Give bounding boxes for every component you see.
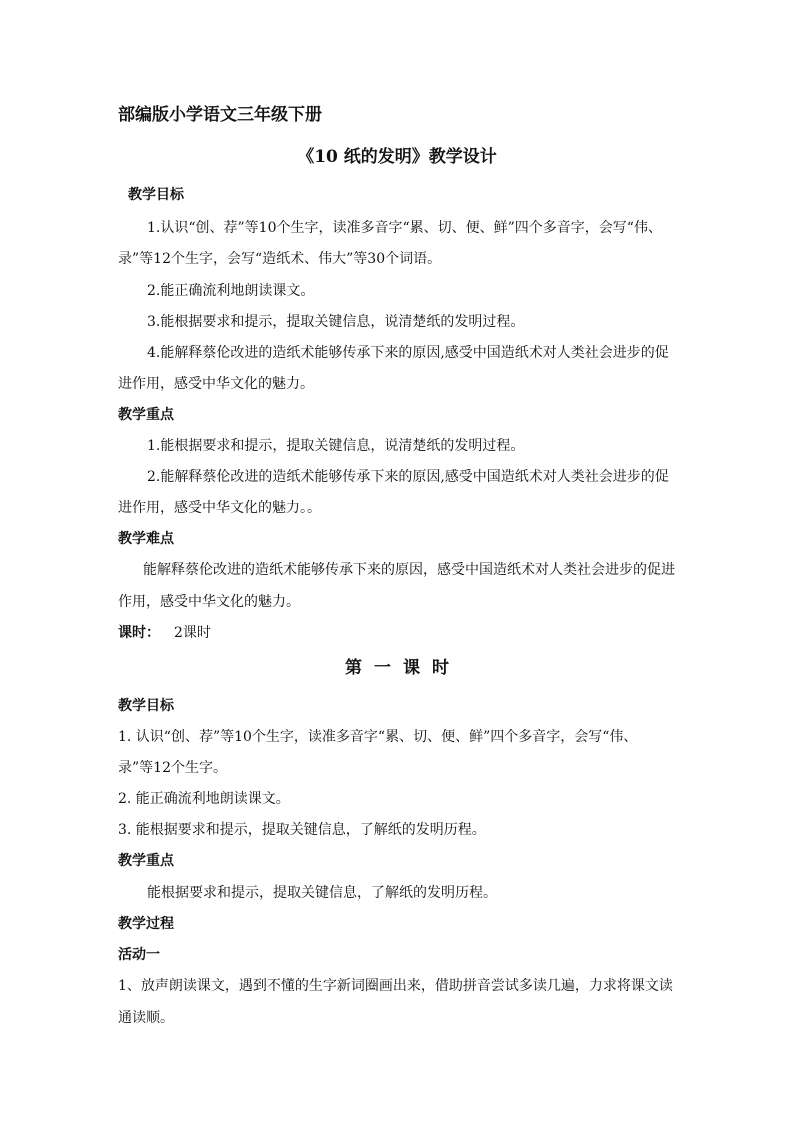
goal-line: 1.认识“创、荐”等10个生字，读准多音字“累、切、便、鲜”四个多音字，会写“伟、 bbox=[147, 220, 662, 236]
lesson1-key-line: 能根据要求和提示，提取关键信息，了解纸的发明历程。 bbox=[147, 885, 497, 901]
activity-line: 通读顺。 bbox=[118, 1010, 174, 1026]
difficulty-line: 作用，感受中华文化的魅力。 bbox=[118, 594, 300, 610]
difficulty-line: 能解释蔡伦改进的造纸术能够传承下来的原因，感受中国造纸术对人类社会进步的促进 bbox=[143, 562, 675, 578]
goal-line: 2.能正确流利地朗读课文。 bbox=[147, 283, 315, 299]
lesson1-goal-line: 录”等12个生字。 bbox=[118, 760, 227, 776]
goals-heading: 教学目标 bbox=[128, 187, 184, 203]
lesson1-goal-line: 1. 认识“创、荐”等10个生字，读准多音字“累、切、便、鲜”四个多音字，会写“伟、 bbox=[118, 729, 638, 745]
series-title: 部编版小学语文三年级下册 bbox=[118, 105, 322, 125]
key-line: 1.能根据要求和提示，提取关键信息，说清楚纸的发明过程。 bbox=[147, 438, 525, 454]
hours-value: 2课时 bbox=[174, 625, 211, 641]
hours-label: 课时： bbox=[118, 625, 160, 641]
key-line: 2.能解释蔡伦改进的造纸术能够传承下来的原因,感受中国造纸术对人类社会进步的促 bbox=[147, 469, 669, 485]
lesson1-goal-line: 3. 能根据要求和提示，提取关键信息，了解纸的发明历程。 bbox=[118, 822, 486, 838]
goal-line: 录”等12个生字，会写“造纸术、伟大”等30个词语。 bbox=[118, 251, 442, 267]
key-heading: 教学重点 bbox=[118, 407, 174, 423]
goal-line: 进作用，感受中华文化的魅力。 bbox=[118, 376, 314, 392]
process-heading: 教学过程 bbox=[118, 916, 174, 932]
activity-line: 1、放声朗读课文，遇到不懂的生字新词圈画出来，借助拼音尝试多读几遍，力求将课文读 bbox=[118, 978, 673, 994]
activity-heading: 活动一 bbox=[118, 947, 160, 963]
key-line: 进作用，感受中华文化的魅力。。 bbox=[118, 500, 321, 516]
difficulty-heading: 教学难点 bbox=[118, 531, 174, 547]
goal-line: 4.能解释蔡伦改进的造纸术能够传承下来的原因,感受中国造纸术对人类社会进步的促 bbox=[147, 345, 669, 361]
lesson-plan-title: 《10 纸的发明》教学设计 bbox=[297, 147, 497, 167]
lesson1-goals-heading: 教学目标 bbox=[118, 698, 174, 714]
lesson1-key-heading: 教学重点 bbox=[118, 853, 174, 869]
lesson1-goal-line: 2. 能正确流利地朗读课文。 bbox=[118, 791, 290, 807]
goal-line: 3.能根据要求和提示，提取关键信息，说清楚纸的发明过程。 bbox=[147, 314, 525, 330]
lesson1-title: 第一课时 bbox=[345, 658, 461, 678]
